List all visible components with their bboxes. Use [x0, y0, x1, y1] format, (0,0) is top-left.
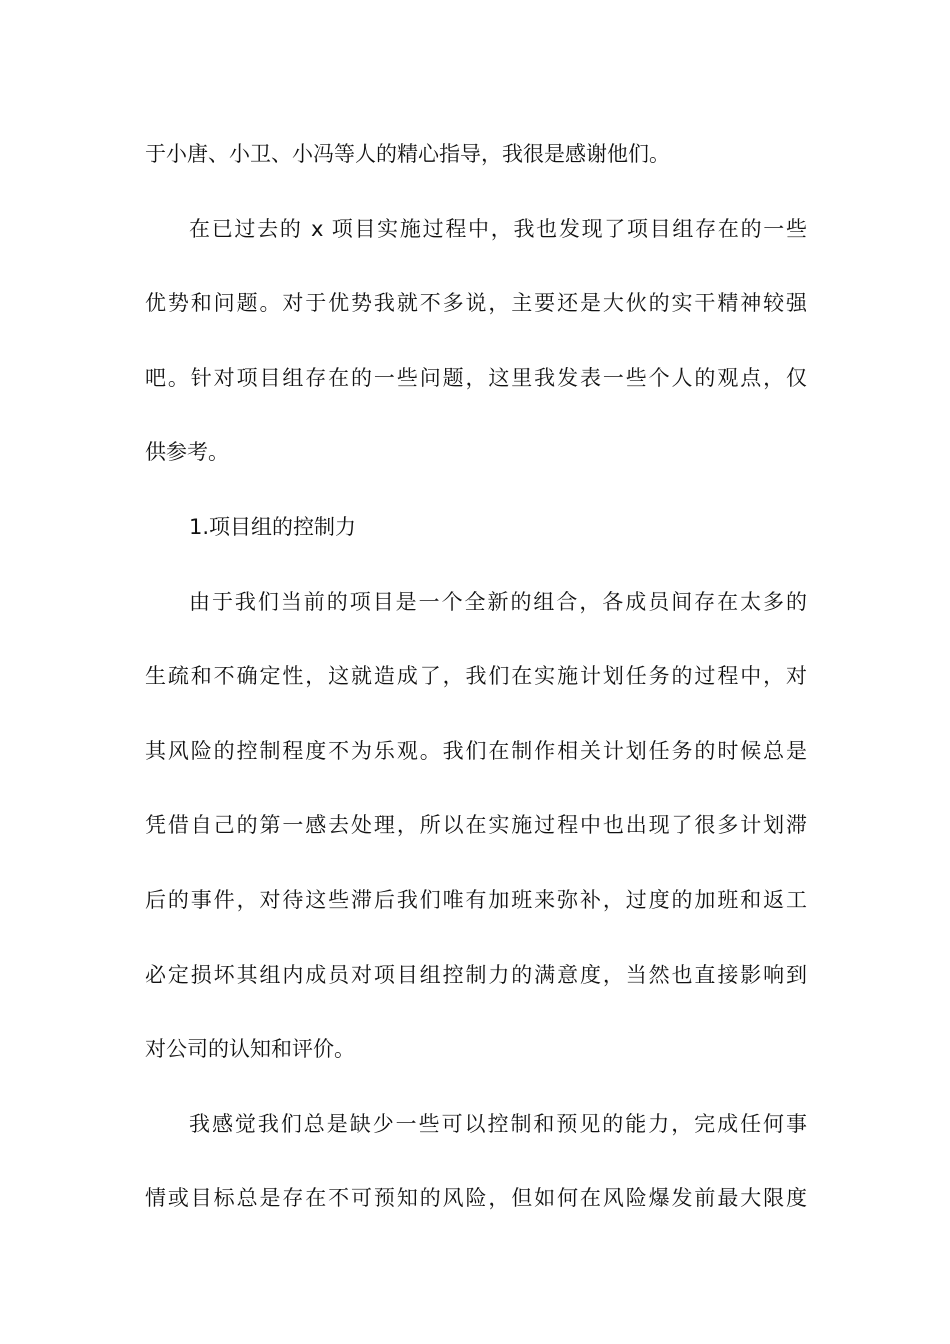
paragraph-first-line: 我感觉我们总是缺少一些可以控制和预见的能力，完成任何事 [189, 1111, 807, 1136]
text-line: 于小唐、小卫、小冯等人的精心指导，我很是感谢他们。 [145, 142, 670, 166]
text-line: 供参考。 [145, 440, 229, 465]
text-line: 其风险的控制程度不为乐观。我们在制作相关计划任务的时候总是 [145, 738, 807, 763]
text-line: 情或目标总是存在不可预知的风险，但如何在风险爆发前最大限度 [145, 1186, 807, 1211]
text-line: 凭借自己的第一感去处理，所以在实施过程中也出现了很多计划滞 [145, 813, 807, 838]
section-heading: 1.项目组的控制力 [189, 514, 357, 539]
text-line: 后的事件，对待这些滞后我们唯有加班来弥补，过度的加班和返工 [145, 887, 807, 912]
text-line: 必定损坏其组内成员对项目组控制力的满意度，当然也直接影响到 [145, 962, 807, 987]
text-line: 对公司的认知和评价。 [145, 1037, 355, 1062]
text-line: 优势和问题。对于优势我就不多说，主要还是大伙的实干精神较强 [145, 291, 807, 316]
document-body [145, 132, 807, 1251]
paragraph-first-line: 由于我们当前的项目是一个全新的组合，各成员间存在太多的 [189, 589, 807, 614]
paragraph-first-line: 在已过去的 x 项目实施过程中，我也发现了项目组存在的一些 [189, 216, 807, 241]
text-line: 生疏和不确定性，这就造成了，我们在实施计划任务的过程中，对 [145, 664, 807, 689]
text-line: 吧。针对项目组存在的一些问题，这里我发表一些个人的观点，仅 [145, 365, 807, 390]
